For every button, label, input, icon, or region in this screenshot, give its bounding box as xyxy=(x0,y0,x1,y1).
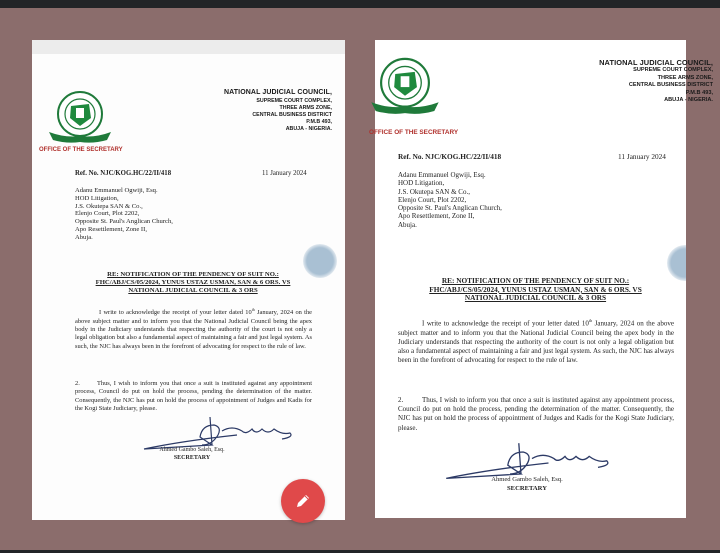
signatory-block xyxy=(142,446,242,462)
subject-heading xyxy=(398,277,673,303)
para-text: Thus, I wish to inform you that once a suit is instituted against any appointment process, Council do put on hold the process, pending the determination of the matter. Consequently, the NJC has put on hold the process of appointment of Judges and Kadis for the Kogi State Judiciary, please. xyxy=(75,380,312,413)
njc-logo xyxy=(367,54,443,118)
letterhead-address xyxy=(224,89,332,134)
recipient-address xyxy=(75,187,173,241)
recipient-line: HOD Litigation, xyxy=(75,194,119,202)
recipient-line: Opposite St. Paul's Anglican Church, xyxy=(75,218,173,226)
floating-bubble-left[interactable] xyxy=(303,244,337,278)
document-page-right[interactable] xyxy=(369,40,713,518)
para-text: I write to acknowledge the receipt of your letter dated 10 xyxy=(99,309,252,317)
subject-heading xyxy=(75,271,311,295)
recipient-line: Elenjo Court, Plot 2202, xyxy=(75,210,140,218)
njc-logo xyxy=(45,88,115,146)
recipient-line: Elenjo Court, Plot 2202, xyxy=(398,195,467,204)
recipient-line: Abuja. xyxy=(398,220,417,229)
edit-fab-button[interactable] xyxy=(281,479,325,523)
signatory-name: Ahmed Gambo Saleh, Esq. xyxy=(491,476,563,483)
address-line: SUPREME COURT COMPLEX, xyxy=(256,97,332,104)
pencil-icon xyxy=(294,492,312,510)
subject-line: NATIONAL JUDICIAL COUNCIL & 3 ORS xyxy=(464,293,607,303)
recipient-line: Abuja. xyxy=(75,233,93,241)
subject-line: FHC/ABJ/CS/05/2024, YUNUS USTAZ USMAN, SAN & 6 ORS. VS xyxy=(95,278,291,286)
address-line: P.M.B 493, xyxy=(685,89,713,96)
paragraph-2 xyxy=(398,396,674,433)
signatory-block xyxy=(472,475,582,493)
para-text: January, 2024 on the above subject matter and to inform you that the National Judicial Council being the apex body in the Judiciary understands that respecting the authority of the court is not only a legal obligation but also a fundamental aspect of maintaining a fair and just legal system. As such, the NJC has always been in the forefront of advocating for respect to the rule of law. xyxy=(398,319,674,365)
floating-bubble-right[interactable] xyxy=(667,245,703,281)
recipient-line: Opposite St. Paul's Anglican Church, xyxy=(398,204,502,212)
office-label: OFFICE OF THE SECRETARY xyxy=(39,147,123,153)
recipient-address xyxy=(398,171,502,229)
letterhead-address xyxy=(563,58,713,105)
ordinal-suffix: th xyxy=(588,318,593,323)
subject-line: NATIONAL JUDICIAL COUNCIL & 3 ORS xyxy=(128,286,258,294)
address-line: SUPREME COURT COMPLEX, xyxy=(633,67,713,73)
page-top-shade xyxy=(32,40,345,54)
subject-line: FHC/ABJ/CS/05/2024, YUNUS USTAZ USMAN, SAN & 6 ORS. VS xyxy=(429,284,642,294)
reference-number: Ref. No. NJC/KOG.HC/22/II/418 xyxy=(75,170,172,177)
organization-name: NATIONAL JUDICIAL COUNCIL, xyxy=(599,58,713,67)
para-text: Thus, I wish to inform you that once a suit is instituted against any appointment process, Council do put on hold the process, pending the determination of the matter. Consequently, the NJC has put on hold the process of appointment of Judges and Kadis for the Kogi State Judiciary, please. xyxy=(398,396,674,432)
paragraph-2 xyxy=(75,380,312,414)
para-text: January, 2024 on the above subject matter and to inform you that the National Judicial Council being the apex body in the Judiciary understands that respecting the authority of the court is not only a legal obligation but also a fundamental aspect of maintaining a fair and just legal system. As such, the NJC has always been in the forefront of advocating for respect to the rule of law. xyxy=(75,309,312,350)
reference-number: Ref. No. NJC/KOG.HC/22/II/418 xyxy=(398,152,502,161)
paragraph-1 xyxy=(398,316,674,365)
address-line: CENTRAL BUSINESS DISTRICT xyxy=(252,111,332,118)
recipient-line: Apo Resettlement, Zone II, xyxy=(75,225,147,233)
organization-name: NATIONAL JUDICIAL COUNCIL, xyxy=(224,89,332,96)
recipient-line: Apo Resettlement, Zone II, xyxy=(398,212,475,221)
signatory-title: SECRETARY xyxy=(507,485,547,492)
recipient-line: J.S. Okutepa SAN & Co., xyxy=(75,202,143,210)
signatory-name: Ahmed Gambo Saleh, Esq. xyxy=(159,447,225,453)
recipient-line: HOD Litigation, xyxy=(398,179,445,188)
paragraph-1 xyxy=(75,306,312,351)
recipient-line: Adanu Emmanuel Ogwiji, Esq. xyxy=(75,187,158,194)
subject-line: RE: NOTIFICATION OF THE PENDENCY OF SUIT NO.: xyxy=(107,271,279,278)
recipient-line: Adanu Emmanuel Ogwiji, Esq. xyxy=(398,171,486,179)
status-bar xyxy=(0,0,720,8)
address-line: THREE ARMS ZONE, xyxy=(657,74,713,81)
letter-date: 11 January 2024 xyxy=(262,170,307,177)
para-number: 2. xyxy=(398,396,404,404)
recipient-line: J.S. Okutepa SAN & Co., xyxy=(398,187,470,196)
signatory-title: SECRETARY xyxy=(173,455,211,461)
ordinal-suffix: th xyxy=(251,308,255,312)
letter-date: 11 January 2024 xyxy=(618,152,666,161)
para-text: I write to acknowledge the receipt of your letter dated 10 xyxy=(422,319,589,328)
address-line: CENTRAL BUSINESS DISTRICT xyxy=(628,82,713,89)
address-line: ABUJA - NIGERIA. xyxy=(664,97,713,104)
address-line: ABUJA - NIGERIA. xyxy=(285,126,332,133)
address-line: THREE ARMS ZONE, xyxy=(279,104,332,111)
subject-line: RE: NOTIFICATION OF THE PENDENCY OF SUIT NO.: xyxy=(441,276,630,285)
address-line: P.M.B 493, xyxy=(306,119,332,126)
office-label: OFFICE OF THE SECRETARY xyxy=(369,129,459,136)
document-page-left[interactable] xyxy=(32,40,345,520)
para-number: 2. xyxy=(75,380,80,387)
